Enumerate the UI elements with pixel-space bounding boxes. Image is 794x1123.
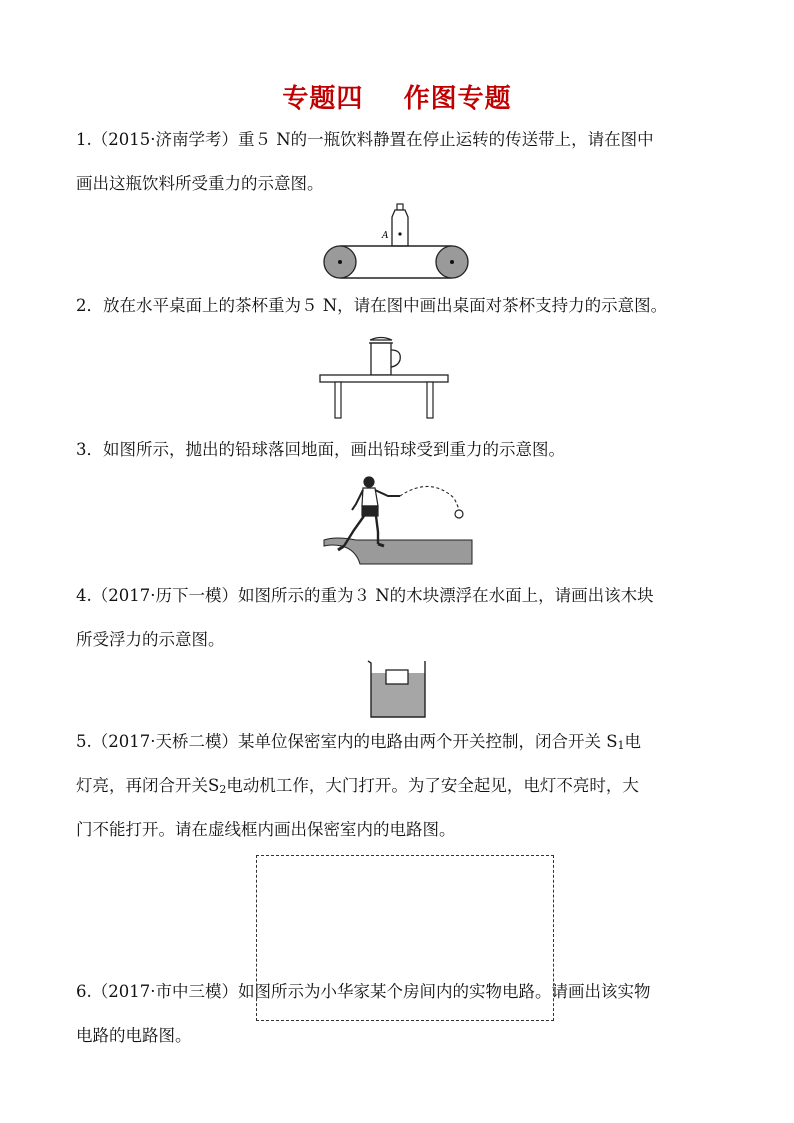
question-2: [76, 284, 720, 328]
question-5-line-1: [76, 720, 720, 764]
question-6-line-1: 6.（2017·市中三模）如图所示为小华家某个房间内的实物电路。请画出该实物: [76, 982, 651, 1001]
thrower-drawing: [338, 477, 400, 550]
question-3-line-1: 3．如图所示，抛出的铅球落回地面，画出铅球受到重力的示意图。: [76, 440, 565, 459]
cup-drawing: [369, 338, 400, 376]
question-1-line-1: 1.（2015·济南学考）重５ N的一瓶饮料静置在停止运转的传送带上，请在图中: [76, 130, 654, 149]
bottle-drawing: [392, 204, 408, 246]
table-cup-figure: [318, 334, 450, 424]
question-5: [76, 720, 720, 852]
q5-line2-text: 灯亮，再闭合开关S: [76, 776, 220, 795]
table-drawing: [320, 375, 448, 418]
question-1: [76, 118, 720, 206]
s1-subscript: 1: [617, 739, 625, 752]
beaker-block-figure: [366, 656, 430, 722]
question-6-line-2: 电路的电路图。: [76, 1026, 192, 1045]
question-4: [76, 574, 720, 662]
trajectory-drawing: [400, 486, 459, 510]
q5-line1-text: 5.（2017·天桥二模）某单位保密室内的电路由两个开关控制，闭合开关 S: [76, 732, 618, 751]
q5-line2-end: 电动机工作，大门打开。为了安全起见，电灯不亮时，大: [226, 776, 639, 795]
question-4-line-2: 所受浮力的示意图。: [76, 630, 225, 649]
question-5-line-3: 门不能打开。请在虚线框内画出保密室内的电路图。: [76, 820, 456, 839]
conveyor-belt-figure: [318, 200, 474, 282]
circuit-answer-box[interactable]: [256, 855, 554, 1021]
question-4-line-1: 4.（2017·历下一模）如图所示的重为３ N的木块漂浮在水面上，请画出该木块: [76, 586, 654, 605]
question-1-line-2: 画出这瓶饮料所受重力的示意图。: [76, 174, 324, 193]
question-2-line-1: 2．放在水平桌面上的茶杯重为５ N，请在图中画出桌面对茶杯支持力的示意图。: [76, 296, 668, 315]
shot-put-figure: [322, 474, 474, 566]
q5-line1-end: 电: [624, 732, 642, 751]
s2-subscript: 2: [219, 783, 227, 796]
question-3: [76, 428, 720, 472]
bottle-label-a: A: [382, 231, 389, 241]
wood-block: [386, 670, 408, 684]
page-title: 专题四 作图专题: [282, 84, 512, 114]
shot-ball: [455, 510, 463, 518]
question-5-line-2: [76, 764, 720, 808]
belt-drawing: [324, 246, 468, 278]
